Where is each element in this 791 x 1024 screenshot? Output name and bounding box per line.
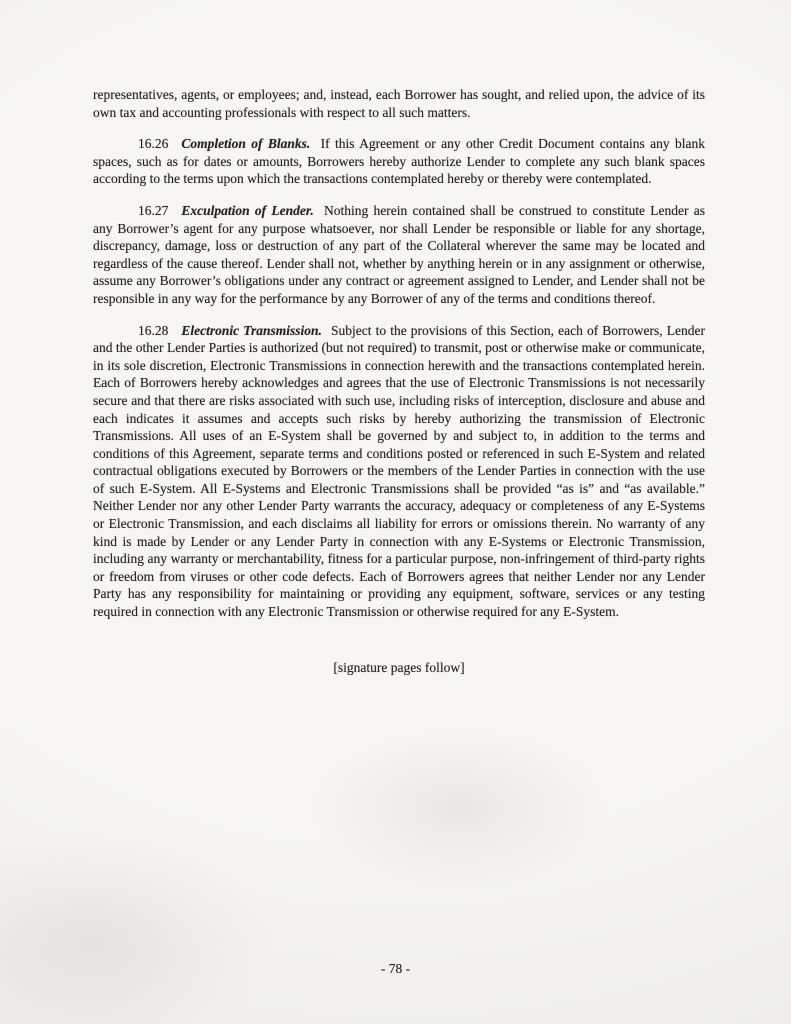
section-16-26-body: If this Agreement or any other Credit Document contains any blank spaces, such as for dates or amounts, Borrowers hereby authorize Lender to complete any such blank spaces according to the terms upon which the transactions contemplated hereby or thereby were contemplated.: [93, 136, 705, 187]
section-16-28-body: Subject to the provisions of this Section, each of Borrowers, Lender and the other Lender Parties is authorized (but not required) to transmit, post or otherwise make or communicate, in its sole discretion, Electronic Transmissions in connection herewith and the transactions contemplated herein. Each of Borrowers hereby acknowledges and agrees that the use of Electronic Transmissions is not necessarily secure and that there are risks associated with such use, including risks of interception, disclosure and abuse and each indicates it assumes and accepts such risks by hereby authorizing the transmission of Electronic Transmissions. All uses of an E-System shall be governed by and subject to, in addition to the terms and conditions of this Agreement, separate terms and conditions posted or referenced in such E-System and related contractual obligations executed by Borrowers or the members of the Lender Parties in connection with the use of such E-System. All E-Systems and Electronic Transmissions shall be provided “as is” and “as available.” Neither Lender nor any other Lender Party warrants the accuracy, adequacy or completeness of any E-Systems or Electronic Transmission, and each disclaims all liability for errors or omissions therein. No warranty of any kind is made by Lender or any Lender Party in connection with any E-Systems or Electronic Transmission, including any warranty or merchantability, fitness for a particular purpose, non-infringement of third-party rights or freedom from viruses or other code defects. Each of Borrowers agrees that neither Lender nor any Lender Party has any responsibility for maintaining or providing any equipment, software, services or any testing required in connection with any Electronic Transmission or otherwise required for any E-System.: [93, 322, 705, 620]
section-16-26-title: Completion of Blanks.: [181, 136, 311, 152]
section-16-28: [93, 322, 705, 621]
signature-note: [signature pages follow]: [333, 659, 465, 675]
section-16-26: [93, 135, 705, 188]
page-number: - 78 -: [380, 961, 411, 977]
section-16-26-number: 16.26: [138, 136, 169, 152]
section-16-27-number: 16.27: [138, 202, 169, 218]
section-16-28-number: 16.28: [138, 322, 169, 338]
intro-paragraph: representatives, agents, or employees; and, instead, each Borrower has sought, and relied upon, the advice of its own tax and accounting professionals with respect to all such matters.: [93, 87, 705, 120]
section-16-27-title: Exculpation of Lender.: [181, 202, 314, 218]
section-16-27-body: Nothing herein contained shall be construed to constitute Lender as any Borrower’s agent for any purpose whatsoever, nor shall Lender be responsible or liable for any shortage, discrepancy, damage, loss or destruction of any part of the Collateral wherever the same may be located and regardless of the cause thereof. Lender shall not, whether by anything herein or in any assignment or otherwise, assume any Borrower’s obligations under any contract or agreement assigned to Lender, and Lender shall not be responsible in any way for the performance by any Borrower of any of the terms and conditions thereof.: [93, 202, 705, 306]
section-16-27: [93, 202, 705, 308]
section-16-28-title: Electronic Transmission.: [181, 322, 322, 338]
